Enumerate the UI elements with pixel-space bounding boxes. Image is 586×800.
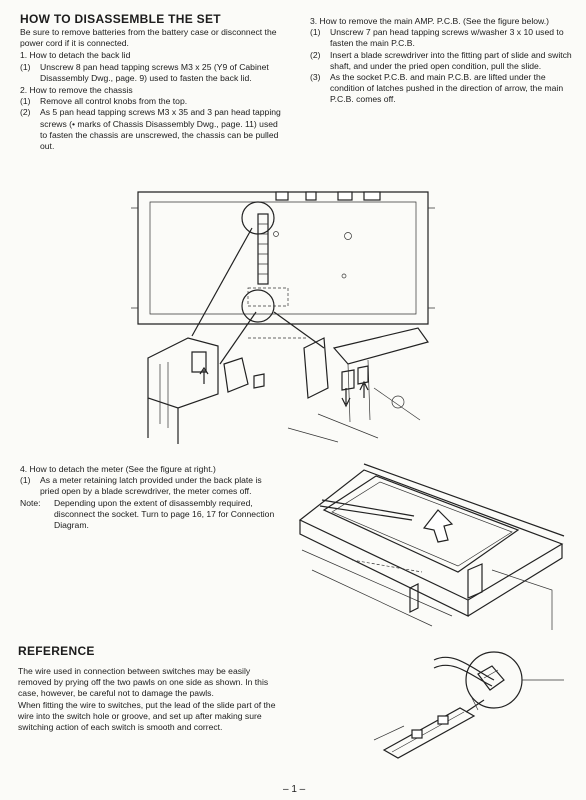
item-number: (3) <box>310 72 321 83</box>
item-number: (2) <box>310 49 321 60</box>
section-disassemble <box>20 12 282 152</box>
step3-item-2 <box>310 50 572 72</box>
item-text: As the socket P.C.B. and main P.C.B. are lifted under the condition of latches pushed in the direction of arrow, the main P.C.B. comes off. <box>330 72 564 105</box>
reference-paragraph-2: When fitting the wire to switches, put the lead of the slide part of the wire into the switch hole or groove, and set up after making sure switching action of each switch is smooth and correct. <box>18 699 276 733</box>
item-text: As a meter retaining latch provided under the back plate is pried open by a blade screwdriver, the meter comes off. <box>40 475 262 497</box>
step3-item-3 <box>310 72 572 106</box>
note <box>20 498 282 532</box>
step2-title: 2. How to remove the chassis <box>20 85 133 96</box>
step1-title: 1. How to detach the back lid <box>20 50 131 61</box>
item-text: Insert a blade screwdriver into the fitting part of slide and switch shaft, and under the pried open condition, pull the slide. <box>330 49 572 71</box>
step4-item-1 <box>20 475 282 497</box>
section-reference <box>18 644 280 733</box>
step4-title: 4. How to detach the meter (See the figure at right.) <box>20 464 216 474</box>
section-main-amp <box>310 16 572 106</box>
item-text: Unscrew 8 pan head tapping screws M3 x 25 (Y9 of Cabinet Disassembly Dwg., page. 9) used to fasten the back lid. <box>40 61 269 83</box>
reference-paragraph-1: The wire used in connection between switches may be easily removed by prying off the two pawls on one side as shown. In this case, however, be careful not to damage the pawls. <box>18 666 269 699</box>
note-text: Depending upon the extent of disassembly required, disconnect the socket. Turn to page 16, 17 for Connection Diagram. <box>54 497 275 531</box>
step3-item-1 <box>310 27 572 49</box>
page-number: – 1 – <box>283 784 306 795</box>
item-text: Unscrew 7 pan head tapping screws w/washer 3 x 10 used to fasten the main P.C.B. <box>330 27 564 49</box>
switch-wire-illustration <box>364 640 576 780</box>
item-text: Remove all control knobs from the top. <box>40 96 188 107</box>
item-number: (1) <box>20 96 31 107</box>
step2-item-2 <box>20 107 282 152</box>
item-number: (1) <box>310 27 321 38</box>
step3-title: 3. How to remove the main AMP. P.C.B. (See the figure below.) <box>310 16 549 26</box>
item-number: (2) <box>20 107 31 118</box>
section-meter <box>20 464 282 531</box>
note-label: Note: <box>20 497 41 508</box>
chassis-pcb-illustration <box>128 188 438 450</box>
meter-illustration <box>292 460 572 640</box>
step2-item-1 <box>20 96 282 107</box>
item-number: (1) <box>20 61 31 72</box>
item-number: (1) <box>20 475 31 486</box>
item-text: As 5 pan head tapping screws M3 x 35 and 3 pan head tapping screws (• marks of Chassis Disassembly Dwg., page. 11) used to fasten the chassis are unscrewed, the chassis can be pulled out. <box>40 107 281 152</box>
step1-item-1 <box>20 62 282 84</box>
reference-title: REFERENCE <box>18 644 95 658</box>
section-title: HOW TO DISASSEMBLE THE SET <box>20 12 221 26</box>
intro-text: Be sure to remove batteries from the battery case or disconnect the power cord if it is connected. <box>20 27 277 49</box>
